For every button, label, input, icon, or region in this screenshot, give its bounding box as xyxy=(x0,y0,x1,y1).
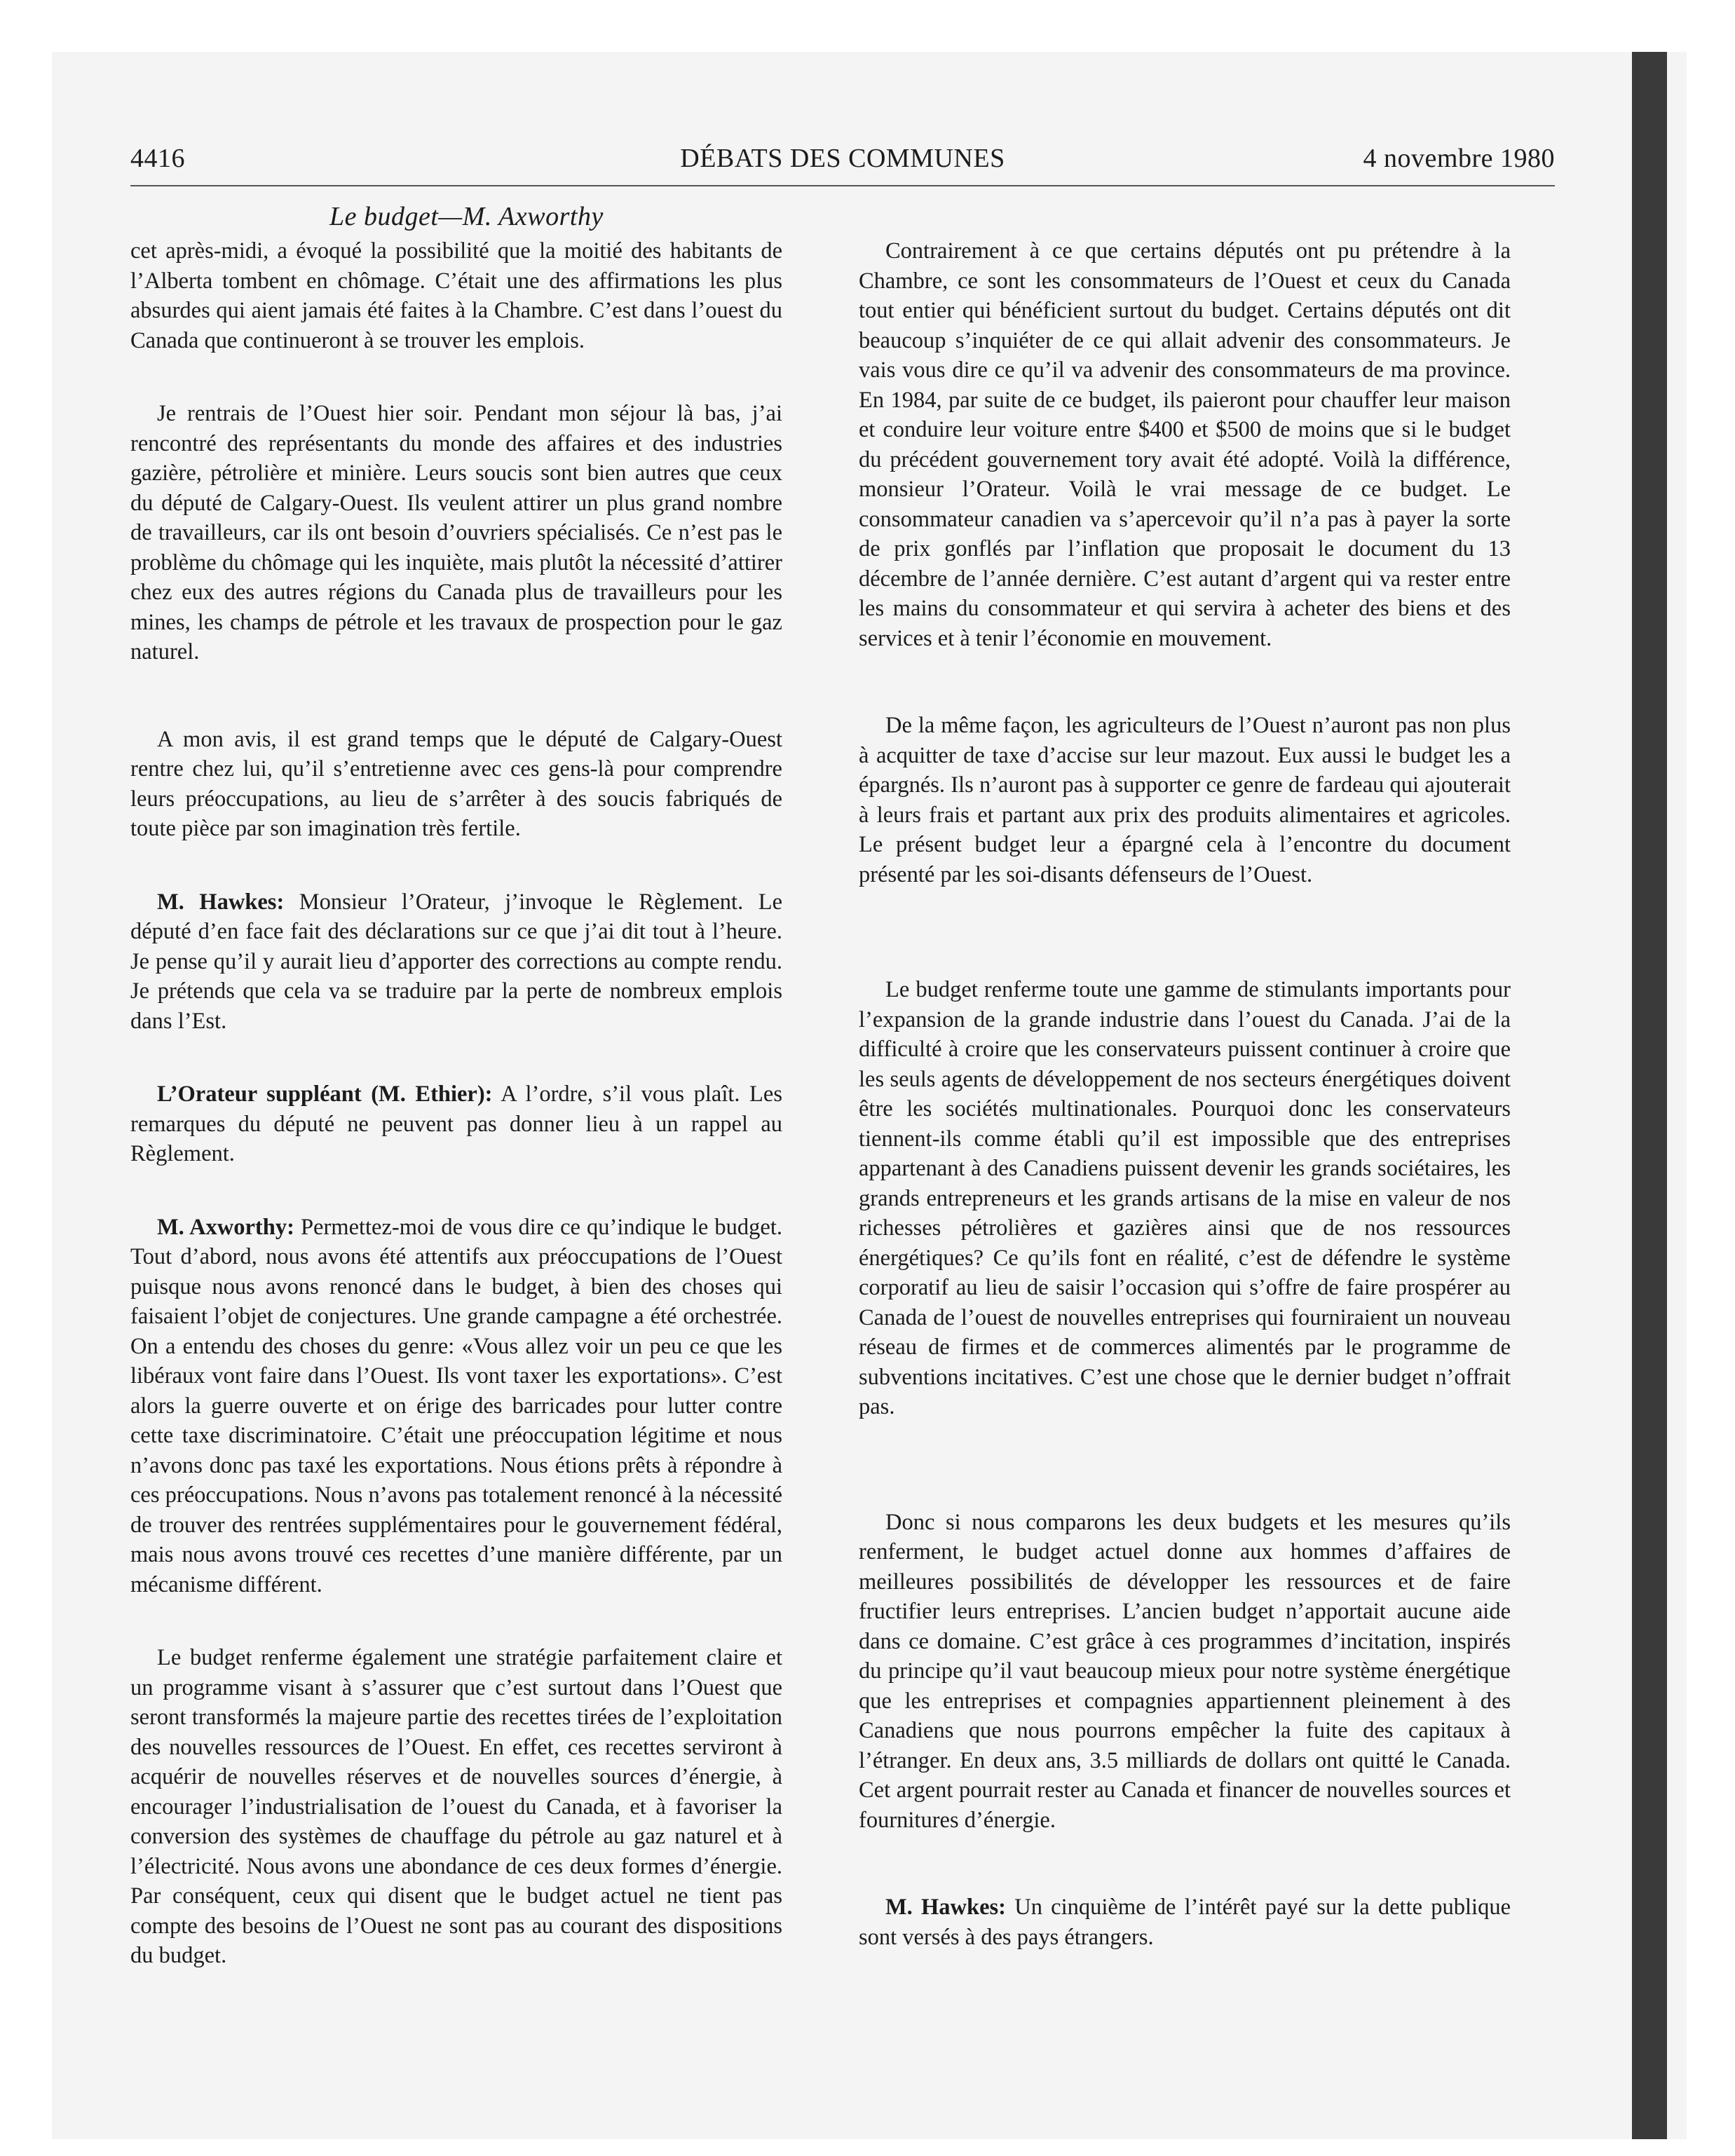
publication-title: DÉBATS DES COMMUNES xyxy=(680,144,1005,173)
scan-edge-bar xyxy=(1632,52,1667,2139)
paragraph-text: Un cinquième de l’intérêt payé sur la dette publique sont versés à des pays étrangers. xyxy=(859,1895,1511,1950)
paragraph-text: Monsieur l’Orateur, j’invoque le Règlement. Le député d’en face fait des déclarations sur ce que j’ai dit tout à l’heure. Je pense qu’il y aurait lieu d’apporter des corrections au compte rendu. Je prétends que cela va se traduire par la perte de nombreux emplois dans l’Est. xyxy=(130,889,782,1034)
paragraph-text: Permettez-moi de vous dire ce qu’indique le budget. Tout d’abord, nous avons été attentifs aux préoccupations de l’Ouest puisque nous avons renoncé dans le budget, à bien des choses qui faisaient l’objet de conjectures. Une grande campagne a été orchestrée. On a entendu des choses du genre: «Vous allez voir un peu ce que les libéraux vont faire dans l’Ouest. Ils vont taxer les exportations». C’est alors la guerre ouverte et on érige des barricades pour lutter contre cette taxe discriminatoire. C’était une préoccupation légitime et nous n’avons donc pas taxé les exportations. Nous étions prêts à répondre à ces préoccupations. Nous n’avons pas totalement renoncé à la nécessité de trouver des rentrées supplémentaires pour le gouvernement fédéral, mais nous avons trouvé ces recettes d’une manière différente, par un mécanisme différent. xyxy=(130,1214,782,1597)
speech-paragraph xyxy=(130,887,782,1037)
paragraph xyxy=(859,1508,1511,1836)
paragraph xyxy=(130,725,782,844)
paragraph-text: Le budget renferme également une stratégie parfaitement claire et un programme visant à s’assurer que c’est surtout dans l’Ouest que seront transformés la majeure partie des recettes tirées de l’exploitation des nouvelles ressources de l’Ouest. En effet, ces recettes serviront à acquérir de nouvelles réserves et de nouvelles sources d’énergie, à encourager l’industrialisation de l’ouest du Canada, et à favoriser la conversion des systèmes de chauffage du pétrole au gaz naturel et à l’électricité. Nous avons une abondance de ces deux formes d’énergie. Par conséquent, ceux qui disent que le budget actuel ne tient pas compte des besoins de l’Ouest ne sont pas au courant des dispositions du budget. xyxy=(130,1645,782,1968)
left-column xyxy=(130,236,782,2014)
paragraph-text: De la même façon, les agriculteurs de l’Ouest n’auront pas non plus à acquitter de taxe d’accise sur leur mazout. Eux aussi le budget les a épargnés. Ils n’auront pas à supporter ce genre de fardeau qui ajouterait à leurs frais et partant aux prix des produits alimentaires et agricoles. Le présent budget leur a épargné cela à l’encontre du document présenté par les soi-disants défenseurs de l’Ouest. xyxy=(859,713,1511,887)
page-header xyxy=(130,143,1555,186)
speaker-name: M. Hawkes: xyxy=(157,889,285,915)
speech-paragraph xyxy=(859,1892,1511,1952)
paragraph-text: cet après-midi, a évoqué la possibilité que la moitié des habitants de l’Alberta tombent en chômage. C’était une des affirmations les plus absurdes qui aient jamais été faites à la Chambre. C’est dans l’ouest du Canada que continueront à se trouver les emplois. xyxy=(130,238,782,353)
speaker-name: M. Hawkes: xyxy=(885,1895,1006,1920)
paragraph-text: Donc si nous comparons les deux budgets et les mesures qu’ils renferment, le budget actuel donne aux hommes d’affaires de meilleures possibilités de développer les ressources et de faire fructifier leurs entreprises. L’ancien budget n’apportait aucune aide dans ce domaine. C’est grâce à ces programmes d’incitation, inspirés du principe qu’il vaut beaucoup mieux pour notre système énergétique que les entreprises et compagnies appartiennent pleinement à des Canadiens que nous pourrons empêcher la fuite des capitaux à l’étranger. En deux ans, 3.5 milliards de dollars ont quitté le Canada. Cet argent pourrait rester au Canada et financer de nouvelles sources et fournitures d’énergie. xyxy=(859,1509,1511,1833)
speech-paragraph xyxy=(130,1079,782,1169)
right-column xyxy=(859,236,1511,1995)
paragraph-text: Je rentrais de l’Ouest hier soir. Pendant mon séjour là bas, j’ai rencontré des représentants du monde des affaires et des industries gazière, pétrolière et minière. Leurs soucis sont bien autres que ceux du député de Calgary-Ouest. Ils veulent attirer un plus grand nombre de travailleurs, car ils ont besoin d’ouvriers spécialisés. Ce n’est pas le problème du chômage qui les inquiète, mais plutôt la nécessité d’attirer chez eux des autres régions du Canada plus de travailleurs pour les mines, les champs de pétrole et les travaux de prospection pour le gaz naturel. xyxy=(130,401,782,664)
speech-paragraph xyxy=(130,1213,782,1600)
speaker-name: M. Axworthy: xyxy=(157,1214,294,1240)
paragraph-text: Le budget renferme toute une gamme de stimulants importants pour l’expansion de la grande industrie dans l’ouest du Canada. J’ai de la difficulté à croire que les conservateurs puissent continuer à croire que les seuls agents de développement de nos secteurs énergétiques doivent être les sociétés multinationales. Pourquoi donc les conservateurs tiennent-ils comme établi qu’il est impossible que des entreprises appartenant à des Canadiens puissent devenir les grands sociétaires, les grands entrepreneurs et les grands artisans de la mise en valeur de nos richesses pétrolières et gazières ainsi que de nos ressources énergétiques? Ce qu’ils font en réalité, c’est de défendre le système corporatif au lieu de saisir l’occasion qui s’offre de faire prospérer au Canada de l’ouest de nouvelles entreprises qui fourniraient un nouveau réseau de firmes et de commerces alimentés par le programme de subventions incitatives. C’est une chose que le dernier budget n’offrait pas. xyxy=(859,977,1511,1419)
paragraph-text: A l’ordre, s’il vous plaît. Les remarques du député ne peuvent pas donner lieu à un rappel au Règlement. xyxy=(130,1082,782,1166)
speaker-name: L’Orateur suppléant (M. Ethier): xyxy=(157,1082,493,1107)
paragraph xyxy=(859,711,1511,889)
paragraph xyxy=(130,399,782,667)
running-head: Le budget—M. Axworthy xyxy=(329,202,604,231)
paragraph-text: A mon avis, il est grand temps que le député de Calgary-Ouest rentre chez lui, qu’il s’entretienne avec ces gens-là pour comprendre leurs préoccupations, au lieu de s’arrêter à des soucis fabriqués de toute pièce par son imagination très fertile. xyxy=(130,726,782,841)
paragraph-text: Contrairement à ce que certains députés ont pu prétendre à la Chambre, ce sont les consommateurs de l’Ouest et ceux du Canada tout entier qui bénéficient surtout du budget. Certains députés ont dit beaucoup s’inquiéter de ce qui allait advenir des consommateurs. Je vais vous dire ce qu’il va advenir des consommateurs de ma province. En 1984, par suite de ce budget, ils paieront pour chauffer leur maison et conduire leur voiture entre $400 et $500 de moins que si le budget du précédent gouvernement tory avait été adopté. Voilà la différence, monsieur l’Orateur. Voilà le vrai message de ce budget. Le consommateur canadien va s’apercevoir qu’il n’a pas à payer la sorte de prix gonflés par l’inflation que proposait le document du 13 décembre de l’année dernière. C’est autant d’argent qui va rester entre les mains du consommateur et qui servira à acheter des biens et des services et à tenir l’économie en mouvement. xyxy=(859,238,1511,651)
paragraph xyxy=(130,1643,782,1971)
publication-date: 4 novembre 1980 xyxy=(1363,144,1555,173)
page-number: 4416 xyxy=(130,144,185,173)
paragraph xyxy=(859,236,1511,653)
paragraph xyxy=(859,975,1511,1422)
paragraph xyxy=(130,236,782,355)
